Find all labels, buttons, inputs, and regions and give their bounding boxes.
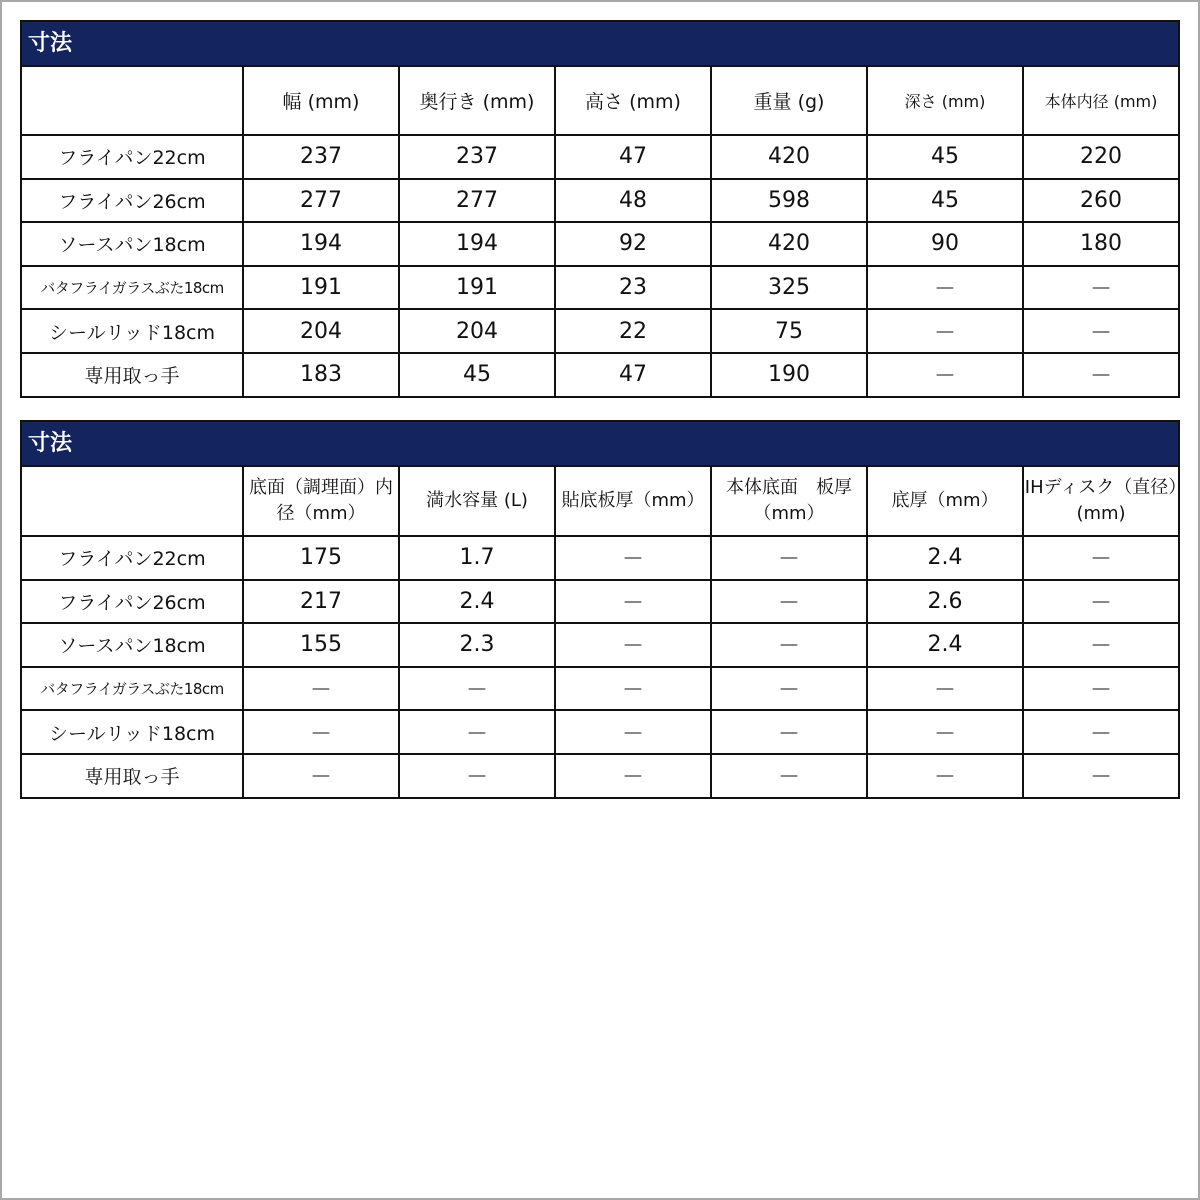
table-cell: 194 bbox=[243, 222, 399, 266]
table-cell: － bbox=[867, 710, 1023, 754]
table-cell: 260 bbox=[1023, 179, 1179, 223]
table-cell: 92 bbox=[555, 222, 711, 266]
table-cell: 155 bbox=[243, 623, 399, 667]
table-cell: － bbox=[711, 623, 867, 667]
table-cell: － bbox=[555, 710, 711, 754]
table-cell: － bbox=[1023, 754, 1179, 798]
table-cell: 180 bbox=[1023, 222, 1179, 266]
table-cell: 45 bbox=[867, 135, 1023, 179]
row-label: フライパン22cm bbox=[21, 536, 243, 580]
table-cell: 277 bbox=[399, 179, 555, 223]
table-cell: 420 bbox=[711, 222, 867, 266]
table-cell: － bbox=[243, 667, 399, 711]
header-inner-diameter: 本体内径 (mm) bbox=[1023, 66, 1179, 135]
header-height: 高さ (mm) bbox=[555, 66, 711, 135]
table-cell: 277 bbox=[243, 179, 399, 223]
table-cell: － bbox=[399, 710, 555, 754]
table-cell: － bbox=[243, 754, 399, 798]
table-cell: 183 bbox=[243, 353, 399, 397]
table-cell: 325 bbox=[711, 266, 867, 310]
table-cell: 47 bbox=[555, 135, 711, 179]
table-cell: － bbox=[243, 710, 399, 754]
row-label: バタフライガラスぶた18cm bbox=[21, 266, 243, 310]
table-cell: 2.3 bbox=[399, 623, 555, 667]
table-row bbox=[21, 754, 1179, 798]
table-cell: 237 bbox=[243, 135, 399, 179]
table-cell: 217 bbox=[243, 580, 399, 624]
table-row bbox=[21, 353, 1179, 397]
table-title: 寸法 bbox=[20, 420, 1180, 465]
table-cell: 48 bbox=[555, 179, 711, 223]
table-row bbox=[21, 710, 1179, 754]
header-width: 幅 (mm) bbox=[243, 66, 399, 135]
header-row bbox=[21, 466, 1179, 536]
header-bonded-plate-thickness: 貼底板厚（mm） bbox=[555, 466, 711, 536]
corner-cell bbox=[21, 66, 243, 135]
table-cell: － bbox=[555, 667, 711, 711]
row-label: フライパン26cm bbox=[21, 179, 243, 223]
table-cell: 204 bbox=[399, 309, 555, 353]
header-weight: 重量 (g) bbox=[711, 66, 867, 135]
table-cell: 2.4 bbox=[399, 580, 555, 624]
table-cell: － bbox=[867, 309, 1023, 353]
header-depth: 奥行き (mm) bbox=[399, 66, 555, 135]
table-cell: 598 bbox=[711, 179, 867, 223]
row-label: フライパン22cm bbox=[21, 135, 243, 179]
table-cell: 191 bbox=[399, 266, 555, 310]
table-cell: － bbox=[867, 667, 1023, 711]
table-cell: － bbox=[867, 754, 1023, 798]
table-row bbox=[21, 667, 1179, 711]
dimensions-table-1 bbox=[20, 20, 1180, 398]
table-cell: － bbox=[399, 754, 555, 798]
table-cell: 75 bbox=[711, 309, 867, 353]
corner-cell bbox=[21, 466, 243, 536]
row-label: シールリッド18cm bbox=[21, 309, 243, 353]
header-ih-disc-diameter: IHディスク（直径）(mm) bbox=[1023, 466, 1179, 536]
table-cell: － bbox=[711, 710, 867, 754]
table-cell: － bbox=[555, 580, 711, 624]
table-row bbox=[21, 266, 1179, 310]
table-cell: 237 bbox=[399, 135, 555, 179]
table-title: 寸法 bbox=[20, 20, 1180, 65]
table-cell: － bbox=[1023, 536, 1179, 580]
table-cell: － bbox=[555, 754, 711, 798]
row-label: シールリッド18cm bbox=[21, 710, 243, 754]
table-row bbox=[21, 536, 1179, 580]
table-row bbox=[21, 222, 1179, 266]
spec-table bbox=[20, 65, 1180, 398]
row-label: バタフライガラスぶた18cm bbox=[21, 667, 243, 711]
table-row bbox=[21, 580, 1179, 624]
header-capacity: 満水容量 (L) bbox=[399, 466, 555, 536]
table-cell: 191 bbox=[243, 266, 399, 310]
table-cell: － bbox=[711, 667, 867, 711]
table-cell: 2.4 bbox=[867, 623, 1023, 667]
table-cell: － bbox=[1023, 710, 1179, 754]
table-cell: － bbox=[1023, 309, 1179, 353]
table-cell: － bbox=[555, 623, 711, 667]
header-row bbox=[21, 66, 1179, 135]
table-cell: － bbox=[1023, 667, 1179, 711]
row-label: ソースパン18cm bbox=[21, 623, 243, 667]
spec-table bbox=[20, 465, 1180, 799]
table-row bbox=[21, 135, 1179, 179]
table-cell: － bbox=[1023, 580, 1179, 624]
table-cell: － bbox=[867, 266, 1023, 310]
table-row bbox=[21, 179, 1179, 223]
table-cell: 22 bbox=[555, 309, 711, 353]
table-cell: 45 bbox=[867, 179, 1023, 223]
table-cell: 1.7 bbox=[399, 536, 555, 580]
table-cell: 90 bbox=[867, 222, 1023, 266]
header-base-inner-diameter: 底面（調理面）内径（mm） bbox=[243, 466, 399, 536]
row-label: 専用取っ手 bbox=[21, 353, 243, 397]
row-label: フライパン26cm bbox=[21, 580, 243, 624]
header-deep: 深さ (mm) bbox=[867, 66, 1023, 135]
table-cell: － bbox=[711, 536, 867, 580]
table-cell: 45 bbox=[399, 353, 555, 397]
table-cell: － bbox=[1023, 353, 1179, 397]
table-cell: 190 bbox=[711, 353, 867, 397]
table-cell: － bbox=[711, 754, 867, 798]
table-cell: 194 bbox=[399, 222, 555, 266]
row-label: 専用取っ手 bbox=[21, 754, 243, 798]
table-cell: 175 bbox=[243, 536, 399, 580]
table-cell: － bbox=[711, 580, 867, 624]
table-cell: － bbox=[867, 353, 1023, 397]
row-label: ソースパン18cm bbox=[21, 222, 243, 266]
table-cell: 204 bbox=[243, 309, 399, 353]
table-row bbox=[21, 623, 1179, 667]
table-cell: － bbox=[1023, 266, 1179, 310]
table-cell: 2.6 bbox=[867, 580, 1023, 624]
table-cell: 220 bbox=[1023, 135, 1179, 179]
dimensions-table-2 bbox=[20, 420, 1180, 799]
table-cell: － bbox=[1023, 623, 1179, 667]
table-cell: 420 bbox=[711, 135, 867, 179]
header-bottom-thickness: 底厚（mm） bbox=[867, 466, 1023, 536]
table-cell: 2.4 bbox=[867, 536, 1023, 580]
header-body-plate-thickness: 本体底面 板厚（mm） bbox=[711, 466, 867, 536]
table-cell: － bbox=[399, 667, 555, 711]
table-row bbox=[21, 309, 1179, 353]
table-cell: － bbox=[555, 536, 711, 580]
table-cell: 47 bbox=[555, 353, 711, 397]
table-cell: 23 bbox=[555, 266, 711, 310]
